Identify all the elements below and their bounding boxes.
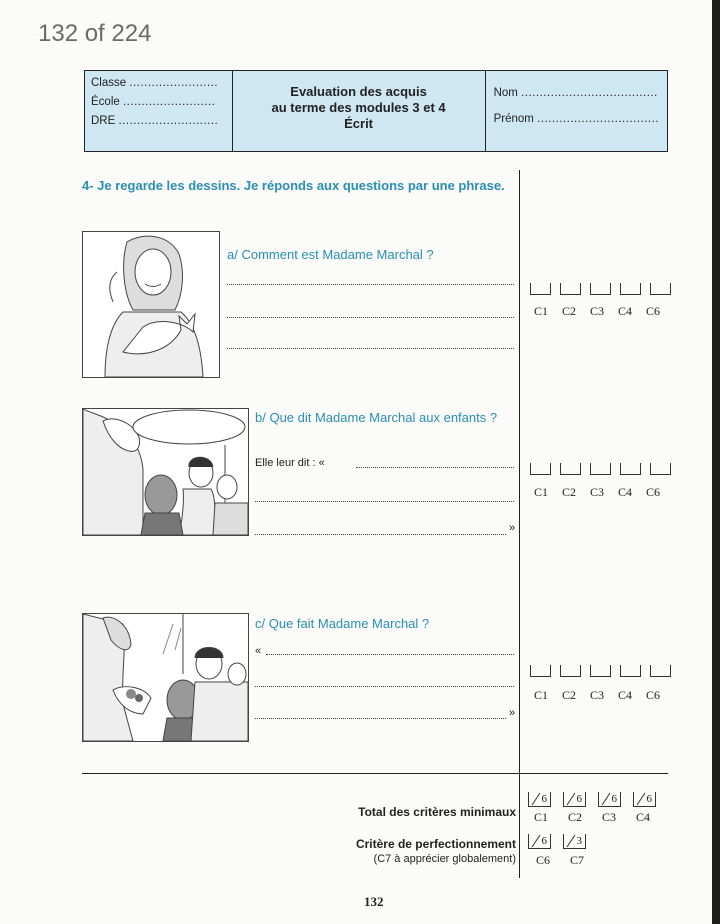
header-student-info [486, 71, 667, 151]
header-school-info [85, 71, 233, 151]
illustration-teacher-giving-gift [82, 613, 249, 742]
part-a-criteria: C1 C2 C3 C4 C6 [534, 304, 661, 318]
part-c-answer-line-1[interactable] [266, 654, 514, 655]
part-b-answer-line-2[interactable] [255, 501, 514, 502]
part-a-answer-line-1[interactable] [227, 284, 514, 285]
header-title [233, 71, 486, 151]
part-a-prompt: a/ Comment est Madame Marchal ? [227, 247, 434, 262]
prenom-label: Prénom [493, 113, 534, 125]
part-a-score-boxes[interactable] [530, 283, 680, 295]
prenom-field[interactable]: ................................. [537, 113, 659, 125]
illustration-teacher-with-cat [82, 231, 220, 378]
part-c-criteria: C1 C2 C3 C4 C6 [534, 688, 661, 702]
nom-label: Nom [493, 87, 518, 99]
part-b-score-boxes[interactable] [530, 463, 680, 475]
part-b-prompt: b/ Que dit Madame Marchal aux enfants ? [255, 410, 498, 425]
part-c-score-boxes[interactable] [530, 665, 680, 677]
part-c-answer-line-3[interactable] [255, 718, 506, 719]
perfection-criteria-scores[interactable]: 6 3 [528, 834, 598, 849]
column-divider [519, 170, 520, 878]
illustration-teacher-talking-to-children [82, 408, 249, 536]
minimal-criteria-scores[interactable]: 6 6 6 6 [528, 792, 668, 807]
classe-label: Classe [91, 77, 127, 89]
part-a-answer-line-2[interactable] [227, 317, 514, 318]
part-c-answer-prefix: « [255, 645, 262, 657]
title-line-1: Evaluation des acquis [290, 84, 427, 99]
minimal-criteria-labels: C1 C2 C3 C4 [534, 810, 651, 824]
part-a-answer-line-3[interactable] [227, 348, 514, 349]
dre-label: DRE [91, 115, 116, 127]
dre-field[interactable]: ........................... [118, 115, 219, 127]
nom-field[interactable]: ..................................... [521, 87, 658, 99]
perfection-criteria-label: Critère de perfectionnement [355, 837, 516, 851]
part-b-answer-line-1[interactable] [356, 467, 514, 468]
minimal-criteria-label: Total des critères minimaux [358, 805, 516, 819]
perfection-criteria-note: (C7 à apprécier globalement) [373, 853, 516, 865]
section-divider [82, 773, 668, 774]
viewer-scrollbar[interactable] [712, 0, 720, 924]
perfection-criteria-labels: C6 C7 [536, 853, 585, 867]
part-b-criteria: C1 C2 C3 C4 C6 [534, 485, 661, 499]
part-c-prompt: c/ Que fait Madame Marchal ? [255, 616, 430, 631]
part-c-answer-suffix: » [509, 707, 516, 719]
ecole-field[interactable]: ......................... [122, 96, 216, 108]
page-number: 132 [364, 894, 384, 909]
header-table [84, 70, 668, 152]
ecole-label: École [91, 96, 120, 108]
part-b-answer-line-3[interactable] [255, 534, 506, 535]
title-line-3: Écrit [344, 116, 374, 131]
part-b-answer-suffix: » [509, 522, 516, 534]
title-line-2: au terme des modules 3 et 4 [271, 100, 446, 115]
part-b-answer-prefix: Elle leur dit : « [255, 457, 325, 469]
page-indicator: 132 of 224 [38, 20, 152, 47]
question-title: 4- Je regarde les dessins. Je réponds aux questions par une phrase. [82, 178, 505, 193]
part-c-answer-line-2[interactable] [255, 686, 514, 687]
classe-field[interactable]: ........................ [129, 77, 219, 89]
